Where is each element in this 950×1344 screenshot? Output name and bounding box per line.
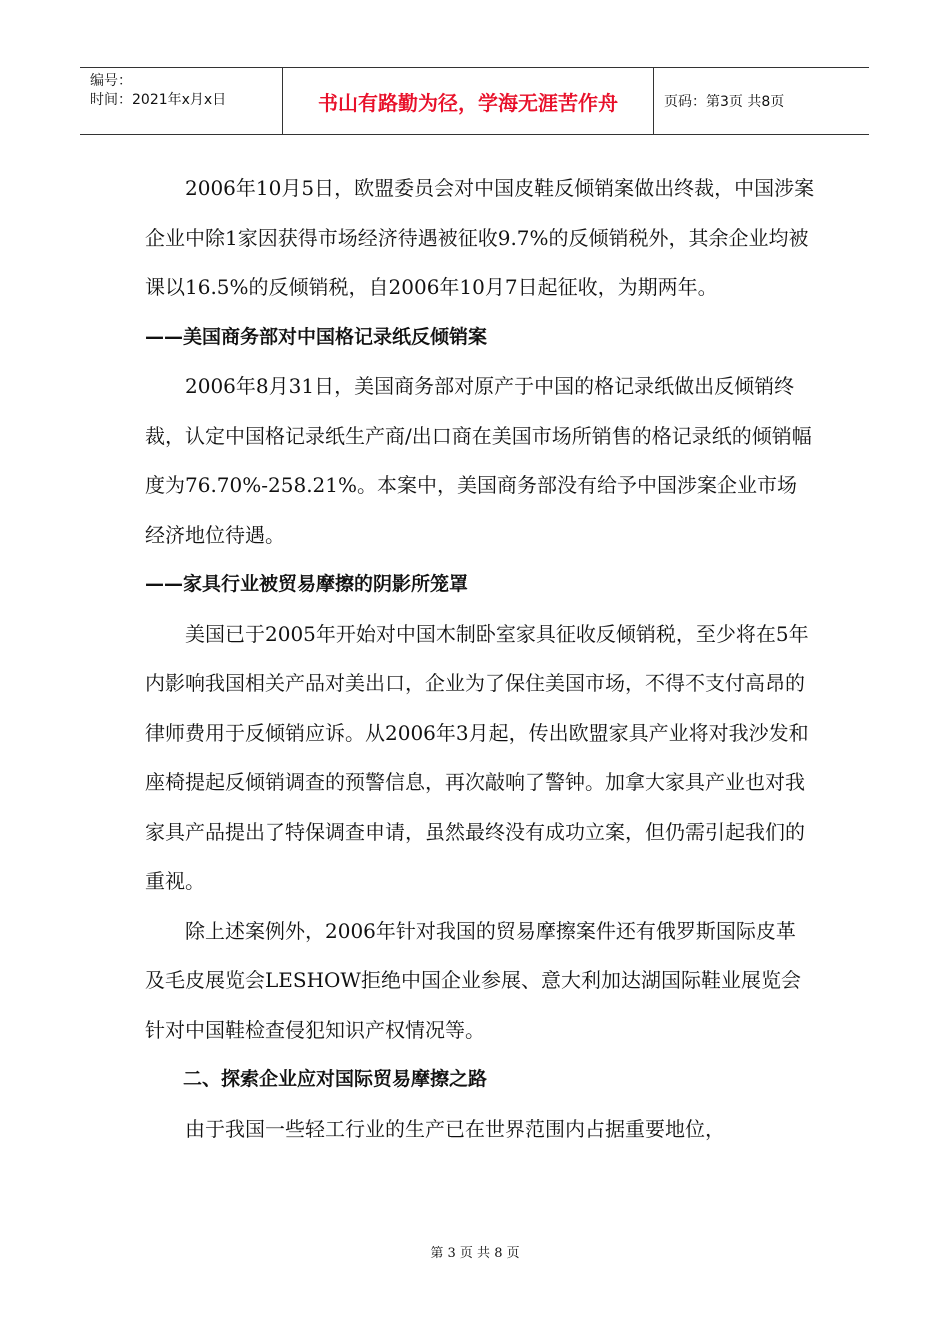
- header-motto: 书山有路勤为径，学海无涯苦作舟: [282, 68, 654, 134]
- paragraph-section-2-start: 由于我国一些轻工行业的生产已在世界范围内占据重要地位，: [185, 1116, 725, 1141]
- paragraph-other-cases: 除上述案例外，2006年针对我国的贸易摩擦案件还有俄罗斯国际皮革及毛皮展览会LESHOW拒绝中国企业参展、意大利加达湖国际鞋业展览会针对中国鞋检查侵犯知识产权情况等。: [145, 918, 801, 1042]
- paragraph-eu-shoe-case: 2006年10月5日，欧盟委员会对中国皮鞋反倾销案做出终裁，中国涉案企业中除1家因获得市场经济待遇被征收9.7%的反倾销税外，其余企业均被课以16.5%的反倾销税，自2006年10月7日起征收，为期两年。: [145, 176, 815, 299]
- paragraph-us-graph-paper: 2006年8月31日，美国商务部对原产于中国的格记录纸做出反倾销终裁，认定中国格记录纸生产商/出口商在美国市场所销售的格记录纸的倾销幅度为76.70%-258.21%。本案中，美国商务部没有给予中国涉案企业市场经济地位待遇。: [145, 374, 812, 547]
- header-page-info: 页码：第3页 共8页: [664, 94, 785, 110]
- heading-us-graph-paper-case: ——美国商务部对中国格记录纸反倾销案: [145, 325, 488, 348]
- document-number-label: 编号：: [90, 73, 132, 89]
- heading-furniture-industry: ——家具行业被贸易摩擦的阴影所笼罩: [145, 573, 469, 595]
- header-meta: [80, 68, 282, 134]
- section-heading-2: 二、探索企业应对国际贸易摩擦之路: [183, 1068, 488, 1090]
- page-footer: 第 3 页 共 8 页: [430, 1246, 520, 1261]
- document-body: [145, 164, 815, 1154]
- page-header: [80, 67, 869, 135]
- paragraph-furniture: 美国已于2005年开始对中国木制卧室家具征收反倾销税，至少将在5年内影响我国相关产品对美出口，企业为了保住美国市场，不得不支付高昂的律师费用于反倾销应诉。从2006年3月起，传出欧盟家具产业将对我沙发和座椅提起反倾销调查的预警信息，再次敲响了警钟。加拿大家具产业也对我家具产品提出了特保调查申请，虽然最终没有成功立案，但仍需引起我们的重视。: [145, 621, 809, 893]
- document-date: 时间：2021年x月x日: [90, 92, 227, 108]
